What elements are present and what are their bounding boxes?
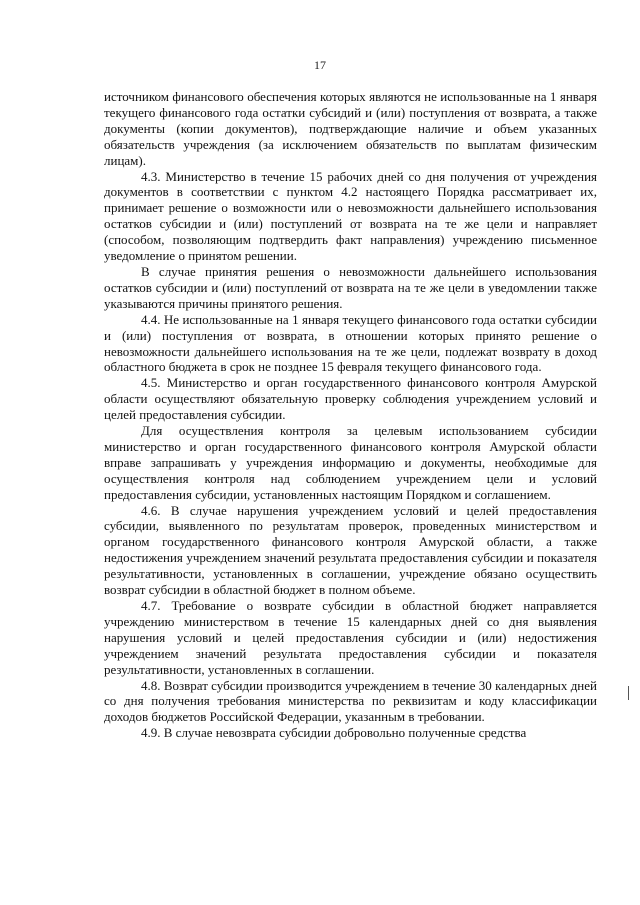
paragraph-4-3: 4.3. Министерство в течение 15 рабочих дней со дня получения от учреждения документов в соответствии с пунктом 4.2 настоящего Порядка рассматривает их, принимает решение о возможности или о невозможности дальнейшего использования остатков субсидии и (или) поступлений от возврата на те же цели и направляет (способом, позволяющим подтвердить факт направления) учреждению письменное уведомление о принятом решении. [104,168,597,264]
paragraph-4-8: 4.8. Возврат субсидии производится учреждением в течение 30 календарных дней со дня получения требования министерства по реквизитам и коду классификации доходов бюджетов Российской Федерации, указанным в требовании. [104,677,597,725]
page-number: 17 [314,58,326,72]
paragraph-continuation: источником финансового обеспечения которых являются не использованные на 1 января текущего финансового года остатки субсидий и (или) поступления от возврата, а также документы (копии документов), подтверждающие наличие и объем указанных обязательств учреждения (за исключением обязательств по выплатам физическим лицам). [104,89,597,168]
paragraph-4-3-rejection: В случае принятия решения о невозможности дальнейшего использования остатков субсидии и (или) поступлений от возврата на те же цели в уведомлении также указываются причины принятого решения. [104,263,597,311]
document-body [104,89,597,741]
paragraph-4-5-control: Для осуществления контроля за целевым использованием субсидии министерство и орган государственного финансового контроля Амурской области вправе запрашивать у учреждения информацию и документы, необходимые для осуществления контроля над соблюдением учреждением цели и условий предоставления субсидии, установленных настоящим Порядком и соглашением. [104,423,597,502]
paragraph-4-4: 4.4. Не использованные на 1 января текущего финансового года остатки субсидии и (или) поступления от возврата, в отношении которых принято решение о невозможности дальнейшего использования на те же цели, подлежат возврату в доход областного бюджета в срок не позднее 15 февраля текущего финансового года. [104,311,597,375]
paragraph-4-9: 4.9. В случае невозврата субсидии добровольно полученные средства [141,725,527,741]
paragraph-4-6: 4.6. В случае нарушения учреждением условий и целей предоставления субсидии, выявленного по результатам проверок, проведенных министерством и органом государственного финансового контроля Амурской области, а также недостижения учреждением значений результата предоставления субсидии и показателя результативности, установленных в соглашении, учреждение обязано осуществить возврат субсидии в областной бюджет в полном объеме. [104,502,597,598]
paragraph-4-7: 4.7. Требование о возврате субсидии в областной бюджет направляется учреждению министерством в течение 15 календарных дней со дня выявления нарушения условий и целей предоставления субсидии и (или) недостижения учреждением значений результата предоставления субсидии и показателя результативности, установленных в соглашении. [104,598,597,677]
scan-edge-mark [628,686,629,700]
paragraph-4-5: 4.5. Министерство и орган государственного финансового контроля Амурской области осуществляют обязательную проверку соблюдения учреждением условий и целей предоставления субсидии. [104,375,597,423]
